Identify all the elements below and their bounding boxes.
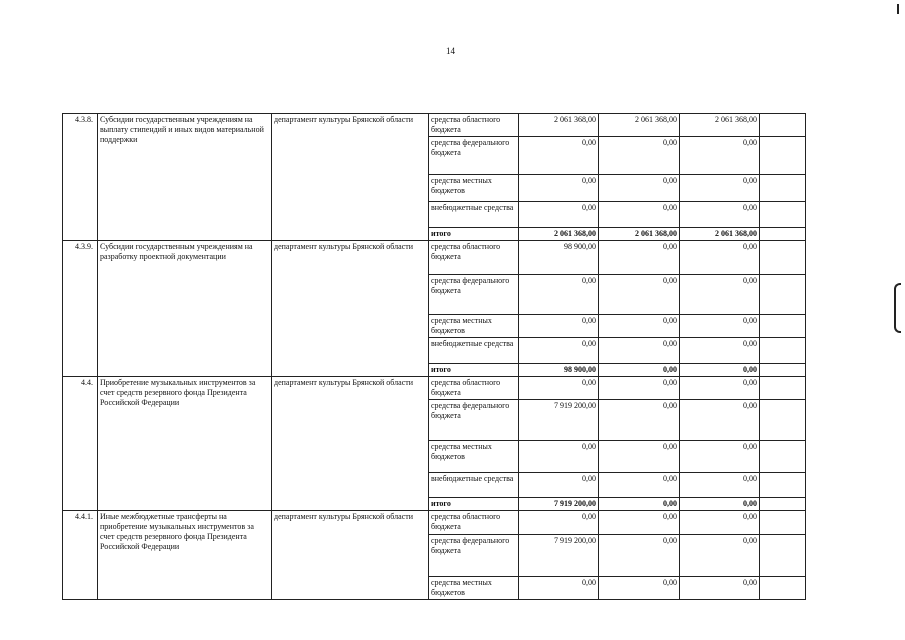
funding-source: средства областного бюджета: [429, 377, 519, 400]
empty-cell: [760, 535, 806, 577]
funding-source: внебюджетные средства: [429, 202, 519, 228]
empty-cell: [760, 377, 806, 400]
amount-year-1: 0,00: [519, 315, 599, 338]
amount-year-1: 2 061 368,00: [519, 114, 599, 137]
amount-year-3: 0,00: [680, 338, 760, 364]
amount-year-1: 7 919 200,00: [519, 535, 599, 577]
item-executor: департамент культуры Брянской области: [272, 377, 429, 511]
amount-year-2: 0,00: [599, 511, 680, 535]
total-year-1: 98 900,00: [519, 364, 599, 377]
amount-year-3: 0,00: [680, 241, 760, 275]
funding-source: внебюджетные средства: [429, 473, 519, 498]
empty-cell: [760, 473, 806, 498]
amount-year-1: 0,00: [519, 338, 599, 364]
empty-cell: [760, 114, 806, 137]
amount-year-2: 0,00: [599, 202, 680, 228]
amount-year-3: 0,00: [680, 377, 760, 400]
total-label: итого: [429, 498, 519, 511]
total-year-1: 2 061 368,00: [519, 228, 599, 241]
amount-year-3: 0,00: [680, 175, 760, 202]
total-label: итого: [429, 228, 519, 241]
amount-year-2: 0,00: [599, 400, 680, 441]
amount-year-3: 0,00: [680, 511, 760, 535]
item-code: 4.4.: [63, 377, 98, 511]
amount-year-3: 0,00: [680, 137, 760, 175]
empty-cell: [760, 364, 806, 377]
table-body: [63, 114, 806, 600]
amount-year-2: 0,00: [599, 338, 680, 364]
empty-cell: [760, 338, 806, 364]
total-year-3: 0,00: [680, 364, 760, 377]
empty-cell: [760, 400, 806, 441]
amount-year-3: 0,00: [680, 315, 760, 338]
empty-cell: [760, 202, 806, 228]
amount-year-1: 0,00: [519, 511, 599, 535]
table-row: [63, 241, 806, 275]
item-name: Субсидии государственным учреждениям на выплату стипендий и иных видов материальной поддержки: [98, 114, 272, 241]
amount-year-2: 0,00: [599, 377, 680, 400]
funding-source: средства федерального бюджета: [429, 400, 519, 441]
empty-cell: [760, 275, 806, 315]
funding-source: средства федерального бюджета: [429, 535, 519, 577]
total-year-2: 2 061 368,00: [599, 228, 680, 241]
total-year-1: 7 919 200,00: [519, 498, 599, 511]
scan-edge-mark: [897, 4, 899, 14]
amount-year-2: 0,00: [599, 577, 680, 600]
table-row: [63, 114, 806, 137]
amount-year-2: 0,00: [599, 175, 680, 202]
amount-year-1: 0,00: [519, 377, 599, 400]
funding-source: средства федерального бюджета: [429, 275, 519, 315]
funding-source: средства областного бюджета: [429, 114, 519, 137]
amount-year-2: 2 061 368,00: [599, 114, 680, 137]
amount-year-1: 7 919 200,00: [519, 400, 599, 441]
amount-year-1: 0,00: [519, 473, 599, 498]
empty-cell: [760, 511, 806, 535]
scan-binding-bracket: [894, 283, 901, 333]
amount-year-2: 0,00: [599, 137, 680, 175]
funding-source: средства местных бюджетов: [429, 315, 519, 338]
amount-year-1: 0,00: [519, 441, 599, 473]
total-year-3: 2 061 368,00: [680, 228, 760, 241]
table-row: [63, 377, 806, 400]
empty-cell: [760, 315, 806, 338]
funding-source: средства местных бюджетов: [429, 441, 519, 473]
amount-year-1: 0,00: [519, 175, 599, 202]
amount-year-1: 98 900,00: [519, 241, 599, 275]
amount-year-3: 0,00: [680, 202, 760, 228]
amount-year-2: 0,00: [599, 441, 680, 473]
amount-year-3: 0,00: [680, 535, 760, 577]
amount-year-1: 0,00: [519, 275, 599, 315]
amount-year-2: 0,00: [599, 473, 680, 498]
empty-cell: [760, 228, 806, 241]
budget-table: [62, 113, 806, 600]
total-year-2: 0,00: [599, 498, 680, 511]
funding-source: средства местных бюджетов: [429, 175, 519, 202]
total-label: итого: [429, 364, 519, 377]
amount-year-1: 0,00: [519, 202, 599, 228]
item-name: Приобретение музыкальных инструментов за счет средств резервного фонда Президента Российской Федерации: [98, 377, 272, 511]
amount-year-2: 0,00: [599, 315, 680, 338]
amount-year-2: 0,00: [599, 241, 680, 275]
amount-year-1: 0,00: [519, 137, 599, 175]
amount-year-3: 0,00: [680, 400, 760, 441]
funding-source: внебюджетные средства: [429, 338, 519, 364]
funding-source: средства местных бюджетов: [429, 577, 519, 600]
amount-year-2: 0,00: [599, 535, 680, 577]
item-executor: департамент культуры Брянской области: [272, 241, 429, 377]
page-number: 14: [446, 46, 455, 56]
empty-cell: [760, 498, 806, 511]
empty-cell: [760, 241, 806, 275]
item-code: 4.4.1.: [63, 511, 98, 600]
item-executor: департамент культуры Брянской области: [272, 511, 429, 600]
funding-source: средства федерального бюджета: [429, 137, 519, 175]
empty-cell: [760, 175, 806, 202]
empty-cell: [760, 137, 806, 175]
total-year-3: 0,00: [680, 498, 760, 511]
amount-year-3: 0,00: [680, 577, 760, 600]
item-code: 4.3.8.: [63, 114, 98, 241]
funding-source: средства областного бюджета: [429, 511, 519, 535]
table-row: [63, 511, 806, 535]
empty-cell: [760, 577, 806, 600]
amount-year-3: 0,00: [680, 441, 760, 473]
amount-year-3: 2 061 368,00: [680, 114, 760, 137]
amount-year-3: 0,00: [680, 473, 760, 498]
amount-year-2: 0,00: [599, 275, 680, 315]
funding-source: средства областного бюджета: [429, 241, 519, 275]
item-code: 4.3.9.: [63, 241, 98, 377]
item-executor: департамент культуры Брянской области: [272, 114, 429, 241]
empty-cell: [760, 441, 806, 473]
item-name: Субсидии государственным учреждениям на разработку проектной документации: [98, 241, 272, 377]
amount-year-3: 0,00: [680, 275, 760, 315]
item-name: Иные межбюджетные трансферты на приобретение музыкальных инструментов за счет средств резервного фонда Президента Российской Федерации: [98, 511, 272, 600]
amount-year-1: 0,00: [519, 577, 599, 600]
total-year-2: 0,00: [599, 364, 680, 377]
